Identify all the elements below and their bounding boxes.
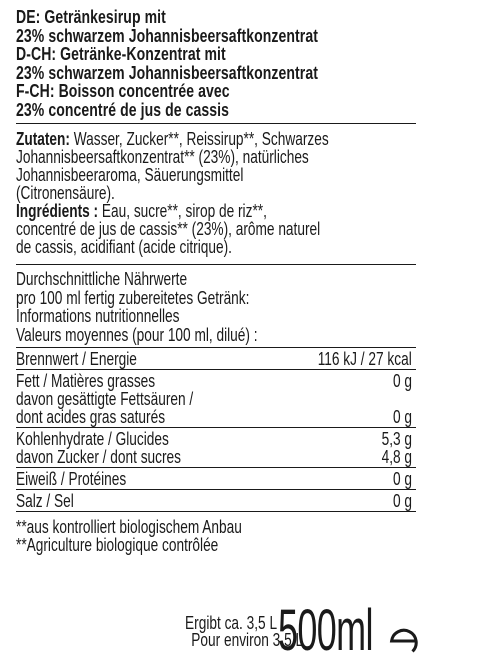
product-name-block [16, 8, 416, 119]
nutrient-value: 4,8 g [381, 447, 412, 467]
ingredients-block [16, 130, 416, 256]
ingredients-text: Johannisbeersaftkonzentrat** (23%), natürliches [16, 147, 309, 167]
product-label [16, 8, 416, 553]
header-line: 23% schwarzem Johannisbeersaftkonzentrat [16, 25, 318, 46]
nutrient-label: Kohlenhydrate / Glucides [16, 429, 169, 449]
divider [16, 123, 416, 124]
nutrient-value: 0 g [392, 407, 412, 427]
ingredients-text: Wasser, Zucker**, Reissirup**, Schwarzes [69, 129, 329, 149]
divider [16, 264, 416, 265]
divider [16, 511, 416, 512]
nutrition-table [16, 347, 416, 512]
footnotes [16, 518, 416, 553]
header-line: 23% schwarzem Johannisbeersaftkonzentrat [16, 62, 318, 83]
net-volume: 500ml [278, 598, 373, 663]
nutrition-row-protein [16, 468, 416, 489]
yield-text [156, 613, 304, 650]
nutrition-row-fat [16, 370, 416, 427]
nutrient-value: 0 g [392, 469, 412, 489]
ingredients-text: (Citronensäure). [16, 183, 115, 203]
header-line: D-CH: Getränke-Konzentrat mit [16, 44, 226, 64]
nutrient-value: 116 kJ / 27 kcal [317, 349, 412, 369]
nutrient-label: Salz / Sel [16, 491, 74, 511]
volume-block [156, 598, 456, 663]
header-line: DE: Getränkesirup mit [16, 7, 166, 27]
nutrient-label: davon Zucker / dont sucres [16, 447, 182, 467]
nutrition-intro-line: Informations nutritionnelles [16, 306, 180, 326]
header-line: 23% concentré de jus de cassis [16, 99, 230, 120]
nutrition-row-energy [16, 348, 416, 369]
nutrition-intro [16, 270, 416, 344]
nutrient-label: Fett / Matières grasses [16, 371, 156, 391]
ingredients-label-de: Zutaten: [16, 129, 70, 149]
nutrient-label: Brennwert / Energie [16, 349, 137, 369]
nutrient-value: 0 g [392, 371, 412, 391]
ingredients-text: concentré de jus de cassis** (23%), arôme naturel [16, 219, 321, 239]
header-line: F-CH: Boisson concentrée avec [16, 81, 230, 101]
nutrient-label: davon gesättigte Fettsäuren / [16, 389, 194, 409]
nutrient-label: dont acides gras saturés [16, 407, 166, 427]
ingredients-label-fr: Ingrédients : [16, 201, 99, 221]
yield-line-fr: Pour environ 3,5 L [191, 630, 304, 650]
nutrient-label: Eiweiß / Protéines [16, 469, 127, 489]
footnote: **aus kontrolliert biologischem Anbau [16, 517, 242, 537]
nutrition-row-carbs [16, 428, 416, 467]
yield-line-de: Ergibt ca. 3,5 L [185, 613, 278, 633]
e-mark-icon [384, 622, 422, 660]
footnote: **Agriculture biologique contrôlée [16, 534, 219, 555]
ingredients-text: Johannisbeeraroma, Säuerungsmittel [16, 165, 244, 185]
nutrition-row-salt [16, 490, 416, 511]
nutrient-value: 5,3 g [381, 429, 412, 449]
ingredients-text: Eau, sucre**, sirop de riz**, [98, 201, 267, 221]
nutrition-intro-line: Valeurs moyennes (pour 100 ml, dilué) : [16, 324, 258, 345]
nutrition-intro-line: pro 100 ml fertig zubereitetes Getränk: [16, 287, 250, 308]
nutrient-value: 0 g [392, 491, 412, 511]
ingredients-text: de cassis, acidifiant (acide citrique). [16, 237, 232, 257]
nutrition-intro-line: Durchschnittliche Nährwerte [16, 269, 188, 289]
